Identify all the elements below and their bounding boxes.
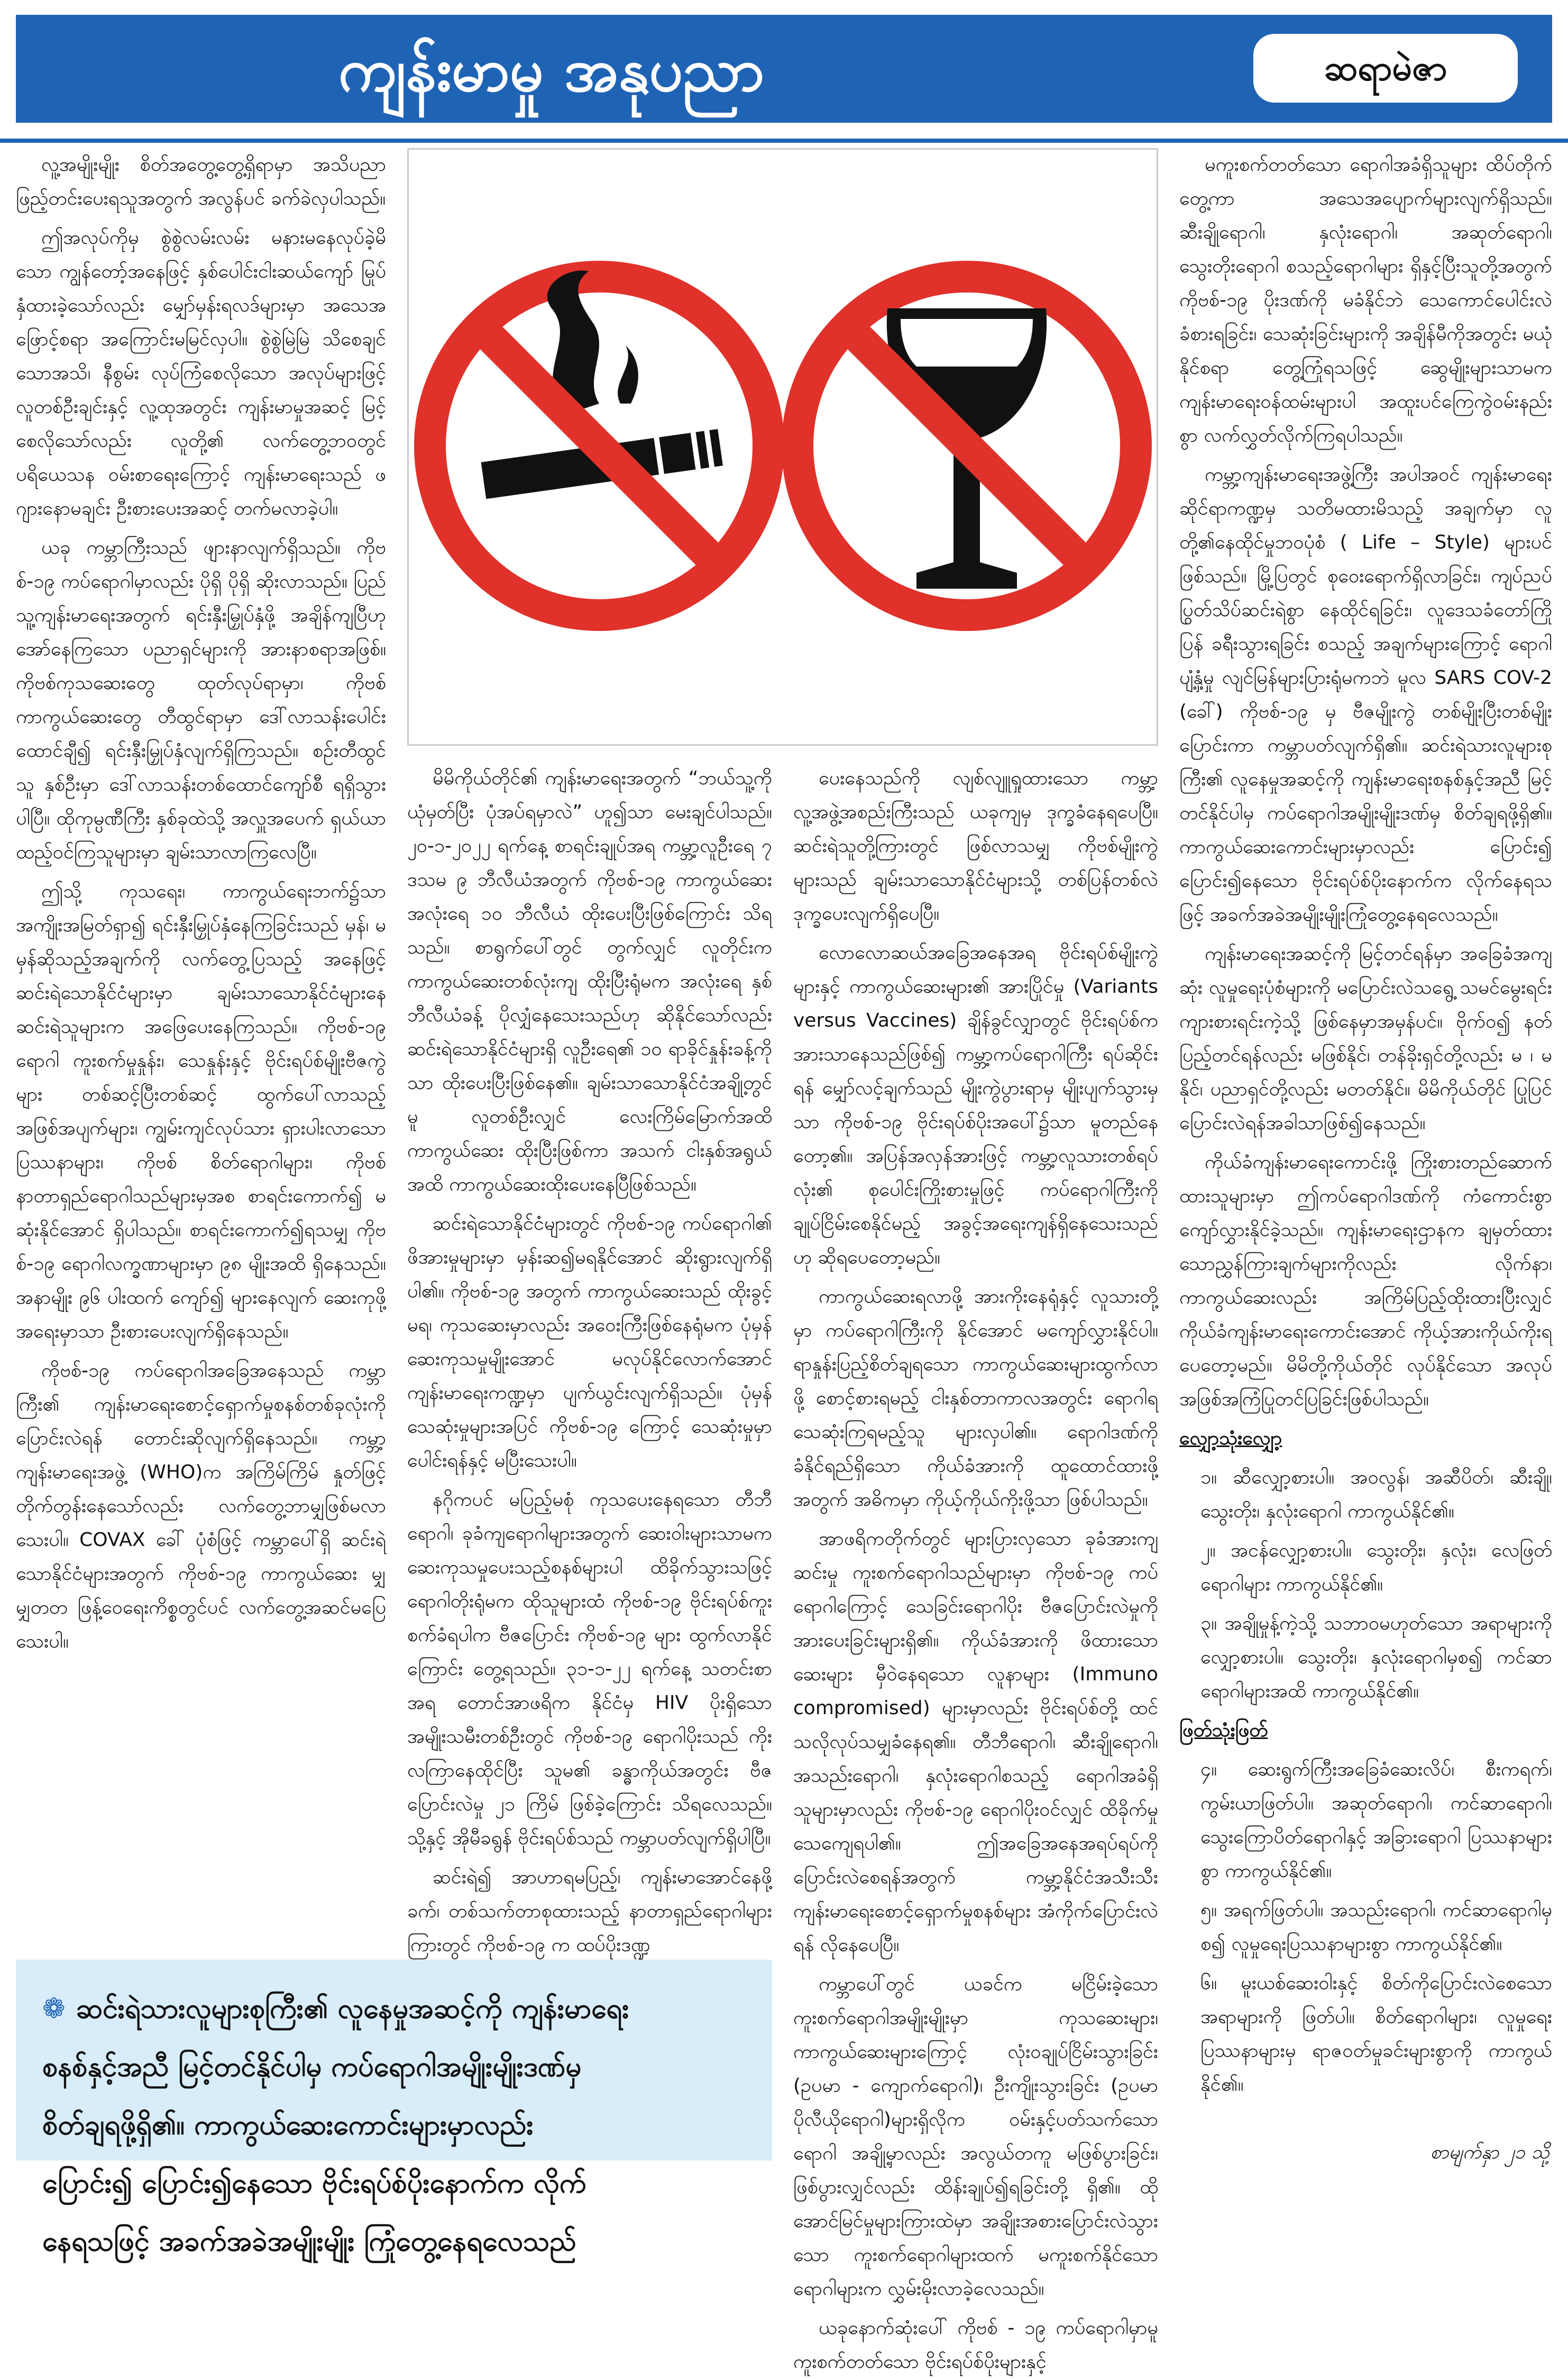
paragraph: လူ့အမျိုးမျိုး စိတ်အတွေ့တွေ့ရှိရာမှာ အသိပညာဖြည့်တင်းပေးရသူအတွက် အလွန်ပင် ခက်ခဲလှပါသည်။ <box>16 154 386 209</box>
paragraph: ယခု ကမ္ဘာကြီးသည် ဖျားနာလျက်ရှိသည်။ ကိုဗစ်-၁၉ ကပ်ရောဂါမှာလည်း ပိုရှိ ပိုရှိ ဆိုးလာသည်။ ပြည်သူ့ကျန်းမာရေးအတွက် ရင်းနှီးမြှုပ်နှံဖို့ အချိန်ကျပြီဟု အော်နေကြသော ပညာရှင်များကို အားနာစရာအဖြစ်။ ကိုဗစ်ကုသဆေးတွေ ထုတ်လုပ်ရာမှာ၊ ကိုဗစ်ကာကွယ်ဆေးတွေ တီထွင်ရာမှာ ဒေါ်လာသန်းပေါင်းထောင်ချီ၍ ရင်းနှီးမြှုပ်နှံလျက်ရှိကြသည်။ စဉ်းတီထွင်သူ နှစ်ဦးမှာ ဒေါ်လာသန်းတစ်ထောင်ကျော်စီ ရရှိသွားပါပြီ။ ထိုကုမ္ပဏီကြီး နှစ်ခုထဲသို့ အလှူအပေက် ရှယ်ယာထည့်ဝင်ကြသူများမှာ ချမ်းသာလာကြလေပြီ။ <box>16 537 386 863</box>
page-title: ကျန်းမာမှု အနုပညာ <box>338 36 765 105</box>
paragraph: မိမိကိုယ်တိုင်၏ ကျန်းမာရေးအတွက် “ဘယ်သူ့ကိုယုံမှတ်ပြီး ပုံအပ်ရမှာလဲ” ဟူ၍သာ မေးချင်ပါသည်။ ၂၀-၁-၂၀၂၂ ရက်နေ့ စာရင်းချုပ်အရ ကမ္ဘာ့လူဦးရေ ၇ ဒသမ ၉ ဘီလီယံအတွက် ကိုဗစ်-၁၉ ကာကွယ်ဆေးအလုံးရေ ၁၀ ဘီလီယံ ထိုးပေးပြီးဖြစ်ကြောင်း သိရသည်။ စာရွက်ပေါ်တွင် တွက်လျှင် လူတိုင်းကကာကွယ်ဆေးတစ်လုံးကျ ထိုးပြီးရုံမက အလုံးရေ နှစ်ဘီလီယံခန့် ပိုလျှံနေသေးသည်ဟု ဆိုနိုင်သော်လည်း ဆင်းရဲသောနိုင်ငံများရှိ လူဦးရေ၏ ၁၀ ရာခိုင်နှုန်းခန့်ကိုသာ ထိုးပေးပြီးဖြစ်နေ၏။ ချမ်းသာသောနိုင်ငံအချို့တွင်မူ လူတစ်ဦးလျှင် လေးကြိမ်မြောက်အထိ ကာကွယ်ဆေး ထိုးပြီးဖြစ်ကာ အသက် ငါးနှစ်အရွယ်အထိ ကာကွယ်ဆေးထိုးပေးနေပြီဖြစ်သည်။ <box>407 767 772 1195</box>
page-header <box>0 0 1568 143</box>
paragraph: ကမ္ဘာ့ကျန်းမာရေးအဖွဲ့ကြီး အပါအဝင် ကျန်းမာရေးဆိုင်ရာကဏ္ဍမှ သတိမထားမိသည့် အချက်မှာ လူတို့၏နေထိုင်မှုဘဝပုံစံ ( Life – Style) များပင် ဖြစ်သည်။ မြို့ပြတွင် စုဝေးရောက်ရှိလာခြင်း၊ ကျပ်ညပ်ပြွတ်သိပ်ဆင်းရဲစွာ နေထိုင်ရခြင်း၊ လူဒေသခံတော်ကြိုပြန် ခရီးသွားရခြင်း စသည့် အချက်များကြောင့် ရောဂါပျံ့နှံ့မှု လျင်မြန်များပြားရုံမကဘဲ မူလ SARS COV-2 (ခေါ်) ကိုဗစ်-၁၉ မှ ဗီဇမျိုးကွဲ တစ်မျိုးပြီးတစ်မျိုးပြောင်းကာ ကမ္ဘာပတ်လျက်ရှိ၏။ ဆင်းရဲသားလူများစုကြီး၏ လူနေမှုအဆင့်ကို ကျန်းမာရေးစနစ်နှင့်အညီ မြင့်တင်နိုင်ပါမှ ကပ်ရောဂါအမျိုးမျိုးဒဏ်မှ စိတ်ချရဖို့ရှိ၏။ ကာကွယ်ဆေးကောင်းများမှာလည်း ပြောင်း၍ ပြောင်း၍နေသော ဗိုင်းရပ်စ်ပိုးနောက်က လိုက်နေရသဖြင့် အခက်အခဲအမျိုးမျိုးကြုံတွေ့နေရလေသည်။ <box>1179 464 1552 926</box>
article-column-3 <box>793 762 1158 2373</box>
warning-signs-svg <box>409 150 1157 744</box>
pull-quote-line: ပြောင်း၍ ပြောင်း၍နေသော ဗိုင်းရပ်စ်ပိုးနောက်က လိုက် <box>42 2167 586 2199</box>
list-item: ၃။ အချိုမှုန့်ကဲ့သို့ သဘာဝမဟုတ်သော အရာများကို လျှော့စားပါ။ သွေးတိုး၊ နှလုံးရောဂါမှစ၍ ကင်ဆာရောဂါများအထိ ကာကွယ်နိုင်၏။ <box>1200 1613 1552 1702</box>
paragraph: ကမ္ဘာပေါ်တွင် ယခင်က မငြိမ်းခဲ့သော ကူးစက်ရောဂါအမျိုးမျိုးမှာ ကုသဆေးများ၊ ကာကွယ်ဆေးများကြောင့် လုံးဝချုပ်ငြိမ်းသွားခြင်း (ဥပမာ - ကျောက်ရောဂါ)၊ ဦးကျိုးသွားခြင်း (ဥပမာ ပိုလီယိုရောဂါ)များရှိလိုက ဝမ်းနှင့်ပတ်သက်သောရောဂါ အချို့မှာလည်း အလွယ်တကူ မဖြစ်ပွားခြင်း၊ ဖြစ်ပွားလျှင်လည်း ထိန်းချုပ်၍ရခြင်းတို့ ရှိ၏။ ထိုအောင်မြင်မှုများကြားထဲမှာ အချိုးအစားပြောင်းလဲသွားသော ကူးစက်ရောဂါများထက် မကူးစက်နိုင်သော ရောဂါများက လွှမ်းမိုးလာခဲ့လေသည်။ <box>793 1973 1158 2300</box>
paragraph: ဆင်းရဲသောနိုင်ငံများတွင် ကိုဗစ်-၁၉ ကပ်ရောဂါ၏ ဖိအားမှုများမှာ မှန်းဆ၍မရနိုင်အောင် ဆိုးရွားလျက်ရှိပါ၏။ ကိုဗစ်-၁၉ အတွက် ကာကွယ်ဆေးသည် ထိုးခွင့်မရ၊ ကုသဆေးမှာလည်း အဝေးကြီးဖြစ်နေရုံမက ပုံမှန်ဆေးကုသမှုမျိုးအောင် မလုပ်နိုင်လောက်အောင် ကျန်းမာရေးကဏ္ဍမှာ ပျက်ယွင်းလျက်ရှိသည်။ ပုံမှန်သေဆုံးမှုများအပြင် ကိုဗစ်-၁၉ ကြောင့် သေဆုံးမှုမှာ ပေါင်းရန်နှင့် မပြီးသေးပါ။ <box>407 1213 772 1471</box>
paragraph: ယခုနောက်ဆုံးပေါ် ကိုဗစ် - ၁၉ ကပ်ရောဂါမှာမူ ကူးစက်တတ်သော ဗိုင်းရပ်စ်ပိုးများနှင့် <box>793 2317 1158 2373</box>
no-smoking-icon <box>430 270 768 615</box>
list-item: ၆။ မူးယစ်ဆေးဝါးနှင့် စိတ်ကိုပြောင်းလဲစေသောအရာများကို ဖြတ်ပါ။ စိတ်ရောဂါများ၊ လူမှုရေးပြဿနာများမှ ရာဇဝတ်မှုခင်းများစွာကို ကာကွယ်နိုင်၏။ <box>1200 1972 1552 2096</box>
paragraph: နဂိုကပင် မပြည့်မစုံ ကုသပေးနေရသော တီဘီရောဂါ၊ ခုခံကျရောဂါများအတွက် ဆေးဝါးများသာမက ဆေးကုသမှုပေးသည့်စနစ်များပါ ထိခိုက်သွားသဖြင့် ရောဂါတိုးရုံမက ထိုသူများထံ ကိုဗစ်-၁၉ ဗိုင်းရပ်စ်ကူးစက်ခံရပါက ဗီဇပြောင်း ကိုဗစ်-၁၉ များ ထွက်လာနိုင်ကြောင်း တွေ့ရသည်။ ၃၁-၁-၂၂ ရက်နေ့ သတင်းစာအရ တောင်အာဖရိက နိုင်ငံမှ HIV ပိုးရှိသော အမျိုးသမီးတစ်ဦးတွင် ကိုဗစ်-၁၉ ရောဂါပိုးသည် ကိုးလကြာနေထိုင်ပြီး သူမ၏ ခန္ဓာကိုယ်အတွင်း ဗီဇပြောင်းလဲမှု ၂၁ ကြိမ် ဖြစ်ခဲ့ကြောင်း သိရလေသည်။ သို့နှင့် အိုမီခရွန် ဗိုင်းရပ်စ်သည် ကမ္ဘာပတ်လျက်ရှိပါပြီ။ <box>407 1489 772 1849</box>
article-column-4 <box>1179 148 1552 2147</box>
paragraph: အာဖရိကတိုက်တွင် များပြားလှသော ခုခံအားကျဆင်းမှု ကူးစက်ရောဂါသည်များမှာ ကိုဗစ်-၁၉ ကပ်ရောဂါကြောင့် သေခြင်းရောဂါပိုး ဗီဇပြောင်းလဲမှုကို အားပေးခြင်းများရှိ၏။ ကိုယ်ခံအားကို ဖိထားသောဆေးများ မှီဝဲနေရသော လူနာများ (Immuno compromised) များမှာလည်း ဗိုင်းရပ်စ်တို့ ထင်သလိုလုပ်သမျှခံနေရ၏။ တီဘီရောဂါ၊ ဆီးချိုရောဂါ၊ အသည်းရောဂါ၊ နှလုံးရောဂါစသည့် ရောဂါအခံရှိသူများမှာလည်း ကိုဗစ်-၁၉ ရောဂါပိုးဝင်လျှင် ထိခိုက်မှု သေကျေရပါ၏။ ဤအခြေအနေအရပ်ရပ်ကို ပြောင်းလဲစေရန်အတွက် ကမ္ဘာ့နိုင်ငံအသီးသီး ကျန်းမာရေးစောင့်ရှောက်မှုစနစ်များ အံကိုက်ပြောင်းလဲရန် လိုနေပေပြီ။ <box>793 1528 1158 1956</box>
paragraph: ကိုဗစ်-၁၉ ကပ်ရောဂါအခြေအနေသည် ကမ္ဘာကြီး၏ ကျန်းမာရေးစောင့်ရှောက်မှုစနစ်တစ်ခုလုံးကို ပြောင်းလဲရန် တောင်းဆိုလျက်ရှိနေသည်။ ကမ္ဘာ့ကျန်းမာရေးအဖွဲ့ (WHO)က အကြိမ်ကြိမ် နှုတ်ဖြင့် တိုက်တွန်းနေသော်လည်း လက်တွေ့ဘာမျှဖြစ်မလာသေးပါ။ COVAX ခေါ် ပုံစံဖြင့် ကမ္ဘာပေါ်ရှိ ဆင်းရဲသောနိုင်ငံများအတွက် ကိုဗစ်-၁၉ ကာကွယ်ဆေး မျှမျှတတ ဖြန့်ဝေရေးကိစ္စတွင်ပင် လက်တွေ့အဆင်မပြေသေးပါ။ <box>16 1360 386 1652</box>
paragraph: ကိုယ်ခံကျန်းမာရေးကောင်းဖို့ ကြိုးစားတည်ဆောက်ထားသူများမှာ ဤကပ်ရောဂါဒဏ်ကို ကံကောင်းစွာ ကျော်လွှားနိုင်ခဲ့သည်။ ကျန်းမာရေးဌာနက ချမှတ်ထားသောညွှန်ကြားချက်များကိုလည်း လိုက်နာ၊ ကာကွယ်ဆေးလည်း အကြိမ်ပြည့်ထိုးထားပြီးလျှင် ကိုယ်ခံကျန်းမာရေးကောင်းအောင် ကိုယ့်အားကိုယ်ကိုးရပေတော့မည်။ မိမိတို့ကိုယ်တိုင် လုပ်နိုင်သော အလုပ်အဖြစ်အကြံပြုတင်ပြခြင်းဖြစ်ပါသည်။ <box>1179 1151 1552 1410</box>
author-badge: ဆရာမဲဇာ <box>1253 34 1518 103</box>
no-alcohol-icon <box>797 277 1136 615</box>
pull-quote-line: စနစ်နှင့်အညီ မြင့်တင်နိုင်ပါမှ ကပ်ရောဂါအမျိုးမျိုးဒဏ်မှ <box>42 2051 582 2083</box>
paragraph: ကာကွယ်ဆေးရလာဖို့ အားကိုးနေရုံနှင့် လူသားတို့မှာ ကပ်ရောဂါကြီးကို နိုင်အောင် မကျော်လွှားနိုင်ပါ။ ရာနှုန်းပြည့်စိတ်ချရသော ကာကွယ်ဆေးများထွက်လာဖို့ စောင့်စားရမည့် ငါးနှစ်တာကာလအတွင်း ရောဂါရသေဆုံးကြရမည့်သူ များလှပါ၏။ ရောဂါဒဏ်ကို ခံနိုင်ရည်ရှိသော ကိုယ်ခံအားကို ထူထောင်ထားဖို့အတွက် အဓိကမှာ ကိုယ့်ကိုယ်ကိုးဖို့သာ ဖြစ်ပါသည်။ <box>793 1286 1158 1511</box>
paragraph: ဆင်းရဲ၍ အာဟာရမပြည့်၊ ကျန်းမာအောင်နေဖို့ခက်၊ တစ်သက်တာစုထားသည့် နာတာရှည်ရောဂါများကြားတွင် ကိုဗစ်-၁၉ က ထပ်ပိုးဒဏ္ဍ <box>407 1866 772 1956</box>
article-column-1 <box>16 148 386 1952</box>
paragraph: ဤသို့ ကုသရေး၊ ကာကွယ်ရေးဘက်၌သာ အကျိုးအမြတ်ရှာ၍ ရင်းနှီးမြှုပ်နှံနေကြခြင်းသည် မှန်၊ မမှန်ဆိုသည့်အချက်ကို လက်တွေ့ပြသည့် အနေဖြင့် ဆင်းရဲသောနိုင်ငံများမှာ ချမ်းသာသောနိုင်ငံများနေ ဆင်းရဲသူများက အဖြေပေးနေကြသည်။ ကိုဗစ်-၁၉ ရောဂါ ကူးစက်မှုနှုန်း၊ သေနှုန်းနှင့် ဗိုင်းရပ်စ်မျိုးဗီဇကွဲများ တစ်ဆင့်ပြီးတစ်ဆင့် ထွက်ပေါ်လာသည့် အဖြစ်အပျက်များ၊ ကျွမ်းကျင်လုပ်သား ရှားပါးလာသော ပြဿနာများ၊ ကိုဗစ် စိတ်ရောဂါများ၊ ကိုဗစ်နာတာရှည်ရောဂါသည်များမှအစ စာရင်းကောက်၍ မဆုံးနိုင်အောင် ရှိပါသည်။ စာရင်းကောက်၍ရသမျှ ကိုဗစ်-၁၉ ရောဂါလက္ခဏာများမှာ ၉၈ မျိုးအထိ ရှိနေသည်။ အနာမျိုး ၉၆ ပါးထက် ကျော်၍ များနေလျက် ဆေးကုဖို့အရေးမှာသာ ဦးစားပေးလျက်ရှိနေသည်။ <box>16 881 386 1342</box>
article-column-2 <box>407 762 772 1956</box>
no-smoking-no-alcohol-illustration <box>407 148 1158 746</box>
continued-on-page-note: စာမျက်နှာ ၂၁ သို့ <box>1430 2142 1549 2163</box>
pull-quote-line: နေရသဖြင့် အခက်အခဲအမျိုးမျိုး ကြုံတွေ့နေရလေသည် <box>42 2226 576 2257</box>
pull-quote-box <box>16 1960 772 2257</box>
paragraph: ကျန်းမာရေးအဆင့်ကို မြင့်တင်ရန်မှာ အခြေခံအကျဆုံး လူမှုရေးပုံစံများကို မပြောင်းလဲသရွေ့ သမင်မွေးရင်း ကျားစားရင်းကဲ့သို့ ဖြစ်နေမှာအမှန်ပင်။ ဗိုက်ဝ၍ နတ်ပြည့်တင်ရန်လည်း မဖြစ်နိုင်၊ တန်ခိုးရှင်တို့လည်း မ ၊ မနိုင်၊ ပညာရှင်တို့လည်း မတတ်နိုင်။ မိမိကိုယ်တိုင် ပြုပြင်ပြောင်းလဲရန်အခါသာဖြစ်၍နေသည်။ <box>1179 943 1552 1134</box>
list-item: ၁။ ဆီလျှော့စားပါ။ အဝလွန်၊ အဆီပိတ်၊ ဆီးချို၊ သွေးတိုး၊ နှလုံးရောဂါ ကာကွယ်နိုင်၏။ <box>1200 1467 1552 1522</box>
list-item: ၅။ အရက်ဖြတ်ပါ။ အသည်းရောဂါ၊ ကင်ဆာရောဂါမှစ၍ လူမှုရေးပြဿနာများစွာ ကာကွယ်နိုင်၏။ <box>1200 1899 1552 1955</box>
paragraph: ပေးနေသည်ကို လျစ်လျူရှုထားသော ကမ္ဘာ့လူ့အဖွဲ့အစည်းကြီးသည် ယခုကျမှ ဒုက္ခခံနေရပေပြီ။ ဆင်းရဲသူတို့ကြားတွင် ဖြစ်လာသမျှ ကိုဗစ်မျိုးကွဲများသည် ချမ်းသာသောနိုင်ငံများသို့ တစ်ပြန်တစ်လဲ ဒုက္ခပေးလျက်ရှိပေပြီ။ <box>793 767 1158 925</box>
list-item: ၄။ ဆေးရွက်ကြီးအခြေခံဆေးလိပ်၊ စီးကရက်၊ ကွမ်းယာဖြတ်ပါ။ အဆုတ်ရောဂါ၊ ကင်ဆာရောဂါ၊ သွေးကြောပိတ်ရောဂါနှင့် အခြားရောဂါ ပြဿနာများစွာ ကာကွယ်နိုင်၏။ <box>1200 1759 1552 1882</box>
list-item: ၂။ အငန်လျှော့စားပါ။ သွေးတိုး၊ နှလုံး၊ လေဖြတ်ရောဂါများ ကာကွယ်နိုင်၏။ <box>1200 1540 1552 1595</box>
pull-quote-text: ဆင်းရဲသားလူများစုကြီး၏ လူနေမှုအဆင့်ကို ကျန်းမာရေး <box>76 1993 629 2025</box>
flower-bullet-icon: ❁ <box>42 1993 66 2025</box>
paragraph: မကူးစက်တတ်သော ရောဂါအခံရှိသူများ ထိပ်တိုက်တွေ့ကာ အသေအပျောက်များလျက်ရှိသည်။ ဆီးချိုရောဂါ၊ နှလုံးရောဂါ၊ အဆုတ်ရောဂါ၊ သွေးတိုးရောဂါ စသည့်ရောဂါများ ရှိနှင့်ပြီးသူတို့အတွက် ကိုဗစ်-၁၉ ပိုးဒဏ်ကို မခံနိုင်ဘဲ သေကောင်ပေါင်းလဲခံစားရခြင်း၊ သေဆုံးခြင်းများကို အချိန်မီကိုအတွင်း မယုံနိုင်စရာ တွေ့ကြုံရသဖြင့် ဆွေမျိုးများသာမက ကျန်းမာရေးဝန်ထမ်းများပါ အထူးပင်ကြေကွဲဝမ်းနည်းစွာ လက်လွှတ်လိုက်ကြရပါသည်။ <box>1179 154 1552 446</box>
paragraph: ဤအလုပ်ကိုမှ စွဲစွဲလမ်းလမ်း မနားမနေလုပ်ခဲ့မိသော ကျွန်တော့်အနေဖြင့် နှစ်ပေါင်းငါးဆယ်ကျော် မြုပ်နှံထားခဲ့သော်လည်း မျှော်မှန်းရလဒ်များမှာ အသေအဖြောင့်စရာ အကြောင်းမမြင်လှပါ။ စွဲစွဲမြဲမြဲ သိစေချင်သောအသိ၊ နီစွမ်း လုပ်ကြံစေလိုသော အလုပ်များဖြင့် လူတစ်ဦးချင်းနှင့် လူ့ထုအတွင်း ကျန်းမာမှုအဆင့် မြင့်စေလိုသော်လည်း လူတို့၏ လက်တွေ့ဘဝတွင် ပရိယေသန ဝမ်းစာရေးကြောင့် ကျန်းမာရေးသည် ဖဂျားနောမချင်း ဦးစားပေးအဆင့် တက်မလာခဲ့ပါ။ <box>16 227 386 519</box>
pull-quote-line: စိတ်ချရဖို့ရှိ၏။ ကာကွယ်ဆေးကောင်းများမှာလည်း <box>42 2109 534 2141</box>
section-heading-reduce: လျှော့သုံးလျှော့ <box>1179 1428 1282 1449</box>
pull-quote-line <box>42 1980 746 2038</box>
section-heading-quit: ဖြတ်သုံးဖြတ် <box>1179 1719 1268 1741</box>
paragraph: လောလောဆယ်အခြေအနေအရ ဗိုင်းရပ်စ်မျိုးကွဲများနှင့် ကာကွယ်ဆေးများ၏ အားပြိုင်မှု (Variants versus Vaccines) ချိန်ခွင်လျှာတွင် ဗိုင်းရပ်စ်က အားသာနေသည်ဖြစ်၍ ကမ္ဘာ့ကပ်ရောဂါကြီး ရပ်ဆိုင်းရန် မျှော်လင့်ချက်သည် မျိုးကွဲပွားရာမှ မျိုးပျက်သွားမှသာ ကိုဗစ်-၁၉ ဗိုင်းရပ်စ်ပိုးအပေါ်၌သာ မူတည်နေတော့၏။ အပြန်အလှန်အားဖြင့် ကမ္ဘာ့လူသားတစ်ရပ်လုံး၏ စုပေါင်းကြိုးစားမှုဖြင့် ကပ်ရောဂါကြီးကို ချုပ်ငြိမ်းစေနိုင်မည့် အခွင့်အရေးကျန်ရှိနေသေးသည်ဟု ဆိုရပေတော့မည်။ <box>793 942 1158 1268</box>
